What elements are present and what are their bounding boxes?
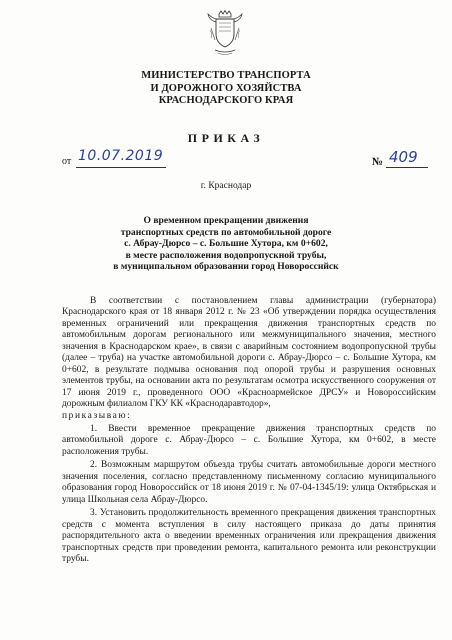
number-value: 409 bbox=[389, 148, 418, 166]
order-subject bbox=[70, 215, 382, 273]
subject-line: с. Абрау-Дюрсо – с. Большие Хутора, км 0+602, bbox=[124, 238, 328, 250]
subject-line: в месте расположения водопропускной трубы, bbox=[125, 249, 327, 261]
subject-line: транспортных средств по автомобильной дороге bbox=[120, 226, 332, 238]
subject-line: О временном прекращении движения bbox=[143, 215, 309, 226]
order-item: 3. Установить продолжительность временного прекращения движения транспортных средств с момента вступления в силу настоящего приказа до даты принятия распорядительного акта о введении временных ограничения или прекращения движения транспортных средств при проведении ремонта, капитального ремонта или реконструкции трубы. bbox=[62, 508, 436, 564]
city: г. Краснодар bbox=[200, 181, 252, 191]
date-value: 10.07.2019 bbox=[78, 148, 164, 164]
subject-line: в муниципальном образовании город Новороссийск bbox=[113, 261, 339, 273]
date-prefix: от bbox=[62, 156, 72, 167]
order-item: 2. Возможным маршрутом объезда трубы считать автомобильные дороги местного значения поселения, согласно представленному письменному согласию муниципального образования город Новороссийск от 18 июня 2019 г. № 07-04-1345/19: улица Октябрьская и улица Школьная села Абрау-Дюрсо. bbox=[62, 460, 436, 505]
order-directive: приказываю: bbox=[62, 410, 132, 421]
order-item: 1. Ввести временное прекращение движения транспортных средств по автомобильной дороге с. Абрау-Дюрсо – с. Большие Хутора, км 0+602, в месте расположения трубы. bbox=[62, 423, 436, 457]
intro-text: В соответствии с постановлением главы администрации (губернатора) Краснодарского края от 18 января 2012 г. № 23 «Об утверждении порядка осуществления временных ограничений или прекращения движения транспортных средств по автомобильным дорогам регионального или межмуниципального значения, местного значения в Краснодарском крае», в связи с аварийным состоянием водопропускной трубы (далее – труба) на участке автомобильной дороги с. Абрау-Дюрсо – с. Большие Хутора, км 0+602, в результате подмыва основания под опорой трубы и разрушения основных элементов трубы, на основании акта по результатам осмотра искусственного сооружения от 17 июня 2019 г., проведенного ООО «Красноармейское ДРСУ» и Новороссийским дорожным филиалом ГКУ КК «Краснодаравтодор», bbox=[62, 296, 436, 410]
order-title: ПРИКАЗ bbox=[187, 131, 265, 145]
krasnodar-coat-of-arms-icon bbox=[207, 10, 243, 58]
order-date bbox=[62, 148, 362, 170]
order-number bbox=[372, 148, 442, 170]
ministry-line: МИНИСТЕРСТВО ТРАНСПОРТА bbox=[141, 70, 311, 81]
number-underline bbox=[386, 167, 428, 168]
ministry-name bbox=[100, 70, 352, 108]
ministry-line: И ДОРОЖНОГО ХОЗЯЙСТВА bbox=[150, 82, 302, 94]
intro-paragraph bbox=[62, 296, 436, 422]
ministry-line: КРАСНОДАРСКОГО КРАЯ bbox=[158, 95, 294, 106]
date-underline bbox=[76, 167, 166, 168]
order-body bbox=[62, 296, 436, 565]
number-prefix: № bbox=[372, 156, 384, 168]
